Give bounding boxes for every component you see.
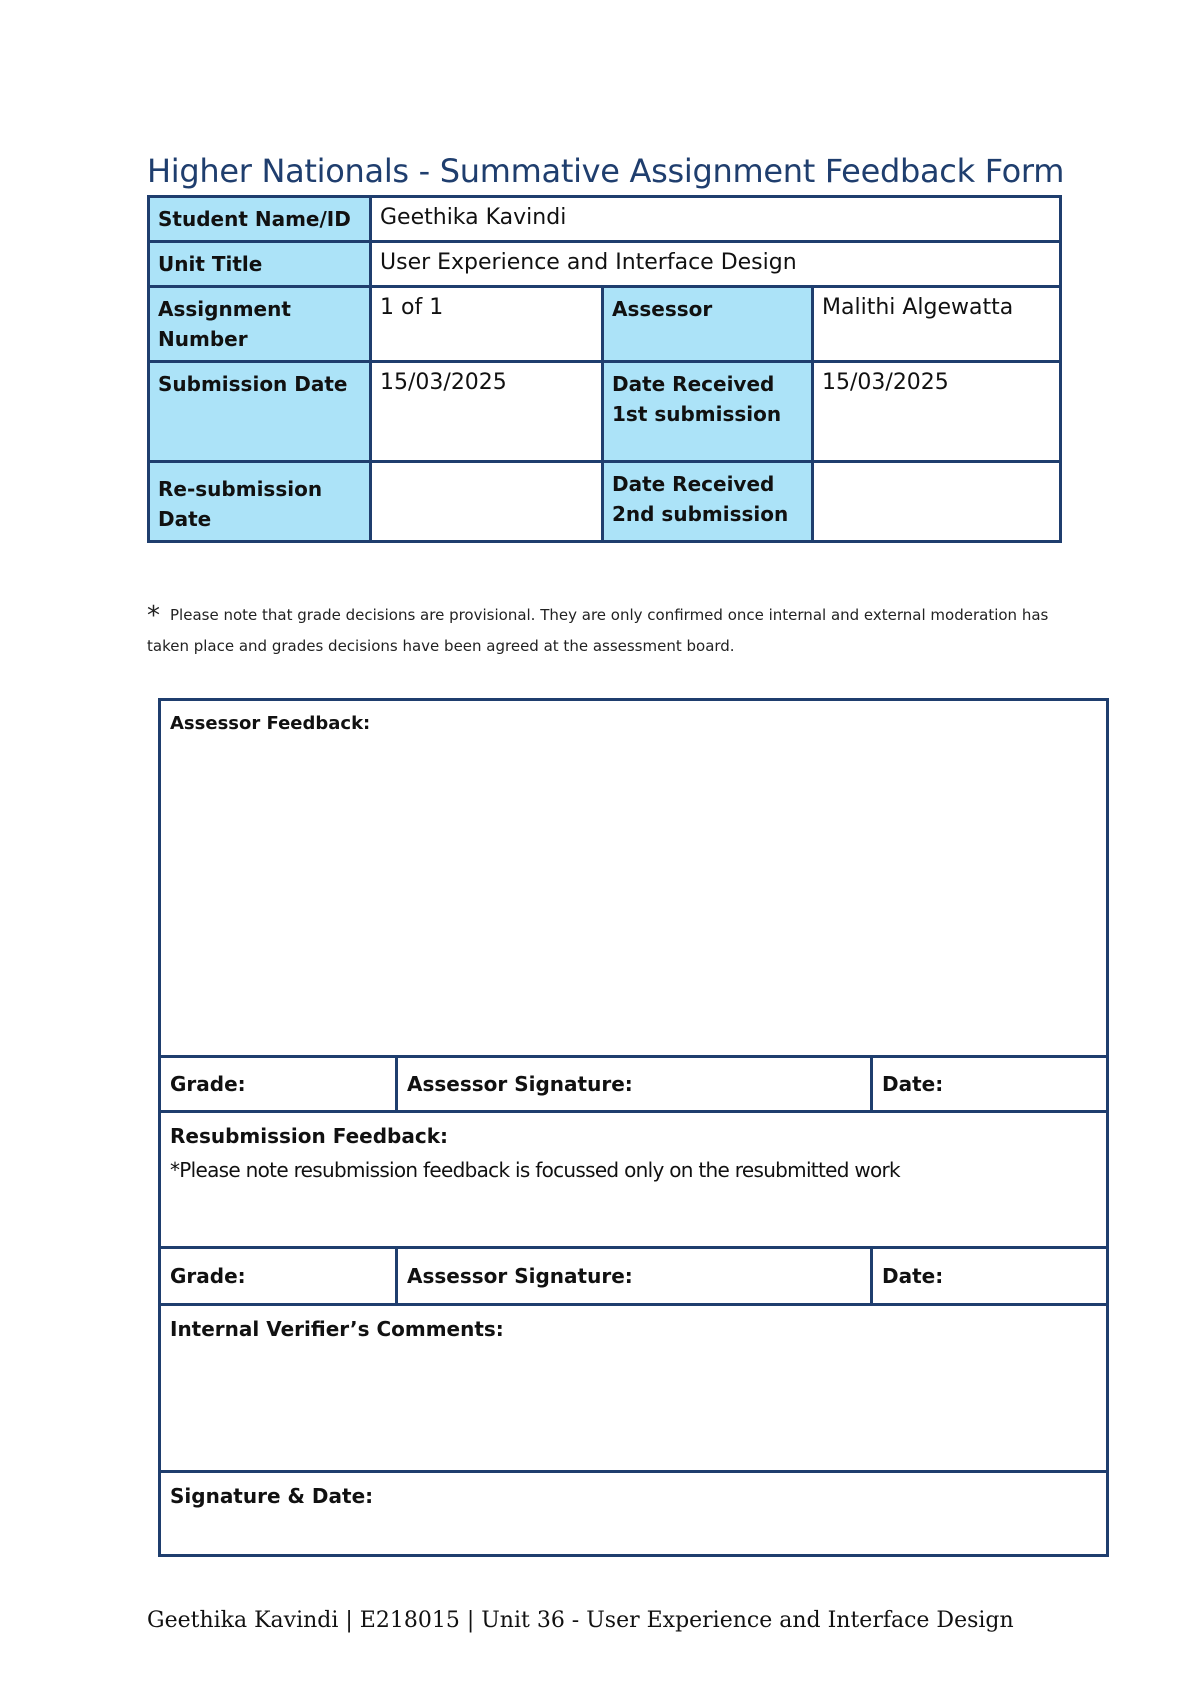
page-title: Higher Nationals - Summative Assignment Feedback Form — [147, 152, 1065, 190]
submission-date-label: Submission Date — [149, 362, 371, 462]
assessor-signature-label: Assessor Signature: — [397, 1057, 872, 1112]
resubmission-date-label: Re-submission Date — [149, 462, 371, 542]
assessor-value: Malithi Algewatta — [813, 287, 1061, 362]
date-received-2nd-value — [813, 462, 1061, 542]
submission-date-value: 15/03/2025 — [371, 362, 603, 462]
provisional-grade-note — [147, 600, 1067, 661]
resubmission-grade-label: Grade: — [160, 1248, 397, 1305]
assessor-feedback-label: Assessor Feedback: — [160, 700, 1108, 1057]
assignment-number-value: 1 of 1 — [371, 287, 603, 362]
student-name-label: Student Name/ID — [149, 197, 371, 242]
date-received-2nd-label: Date Received 2nd submission — [603, 462, 813, 542]
resubmission-feedback-cell — [160, 1112, 1108, 1248]
assessor-label: Assessor — [603, 287, 813, 362]
unit-title-label: Unit Title — [149, 242, 371, 287]
student-info-table — [147, 195, 1062, 543]
resubmission-feedback-note: *Please note resubmission feedback is focussed only on the resubmitted work — [170, 1158, 900, 1182]
signature-date-label: Signature & Date: — [160, 1472, 1108, 1556]
note-asterisk: * — [147, 601, 160, 631]
date-label: Date: — [872, 1057, 1108, 1112]
page-footer: Geethika Kavindi | E218015 | Unit 36 - User Experience and Interface Design — [147, 1608, 1014, 1633]
date-received-1st-label: Date Received 1st submission — [603, 362, 813, 462]
resubmission-feedback-label: Resubmission Feedback: — [170, 1124, 448, 1148]
feedback-table — [158, 698, 1109, 1557]
unit-title-value: User Experience and Interface Design — [371, 242, 1061, 287]
internal-verifier-comments-label: Internal Verifier’s Comments: — [160, 1305, 1108, 1472]
resubmission-date-label: Date: — [872, 1248, 1108, 1305]
date-received-1st-value: 15/03/2025 — [813, 362, 1061, 462]
grade-label: Grade: — [160, 1057, 397, 1112]
student-name-value: Geethika Kavindi — [371, 197, 1061, 242]
note-text: Please note that grade decisions are provisional. They are only confirmed once internal and external moderation has taken place and grades decisions have been agreed at the assessment board. — [147, 606, 1049, 655]
resubmission-date-value — [371, 462, 603, 542]
assignment-number-label: Assignment Number — [149, 287, 371, 362]
resubmission-assessor-signature-label: Assessor Signature: — [397, 1248, 872, 1305]
